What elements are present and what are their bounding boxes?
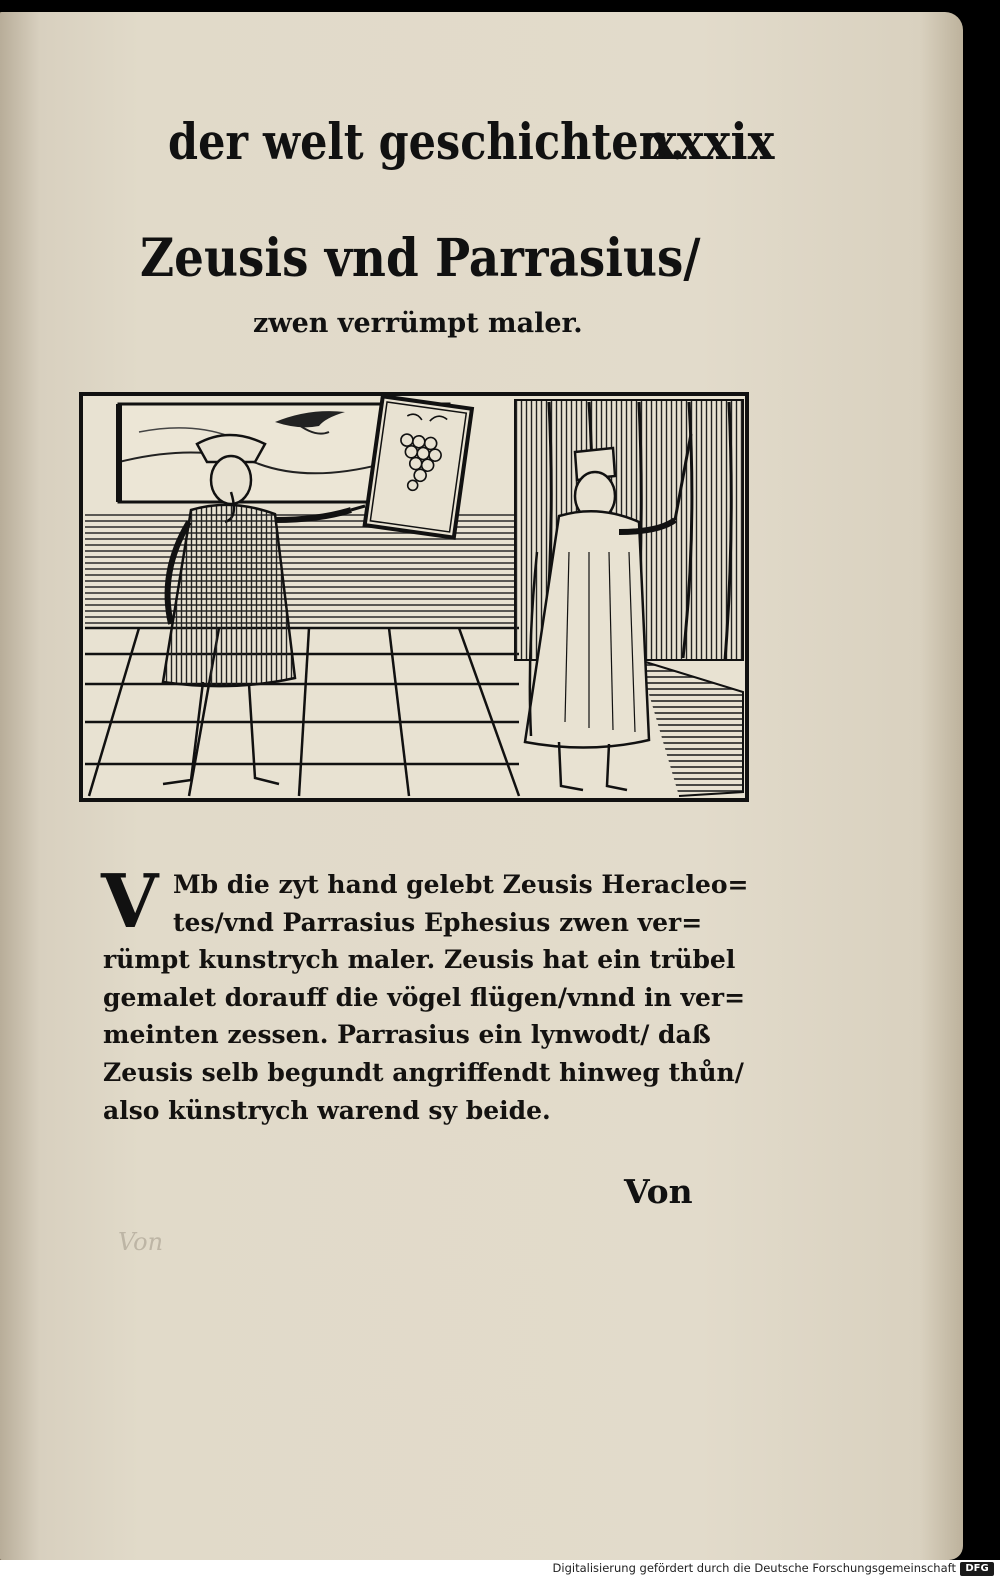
body-line: rümpt kunstrych maler. Zeusis hat ein trübel — [103, 945, 736, 975]
folio-number: xxxix — [650, 112, 775, 171]
body-line: Mb die zyt hand gelebt Zeusis Heracleo= — [173, 870, 749, 899]
dfg-logo-icon: DFG — [960, 1562, 994, 1576]
body-line: Zeusis selb begundt angriffendt hinweg thůn/ — [103, 1057, 744, 1087]
running-head-title: der welt geschichten. — [168, 112, 685, 171]
woodcut-illustration — [79, 392, 749, 802]
body-line: meinten zessen. Parrasius ein lynwodt/ daß — [103, 1020, 711, 1050]
grape-painting — [365, 396, 472, 537]
chapter-heading — [140, 228, 701, 289]
catchword: Von — [624, 1172, 693, 1211]
body-line: tes/vnd Parrasius Ephesius zwen ver= — [173, 907, 703, 937]
body-paragraph — [103, 866, 749, 1129]
funding-notice: Digitalisierung gefördert durch die Deutsche Forschungsgemeinschaft — [552, 1561, 956, 1575]
body-line: gemalet dorauff die vögel flügen/vnnd in ver= — [103, 982, 746, 1012]
drop-capital: V — [101, 859, 159, 945]
chapter-heading-text: Zeusis vnd Parrasius/ — [140, 228, 701, 289]
body-line: also künstrych warend sy beide. — [103, 1095, 551, 1125]
chapter-subheading: zwen verrümpt maler. — [253, 308, 583, 339]
show-through-text: Von — [118, 1228, 164, 1256]
running-head — [168, 112, 775, 192]
